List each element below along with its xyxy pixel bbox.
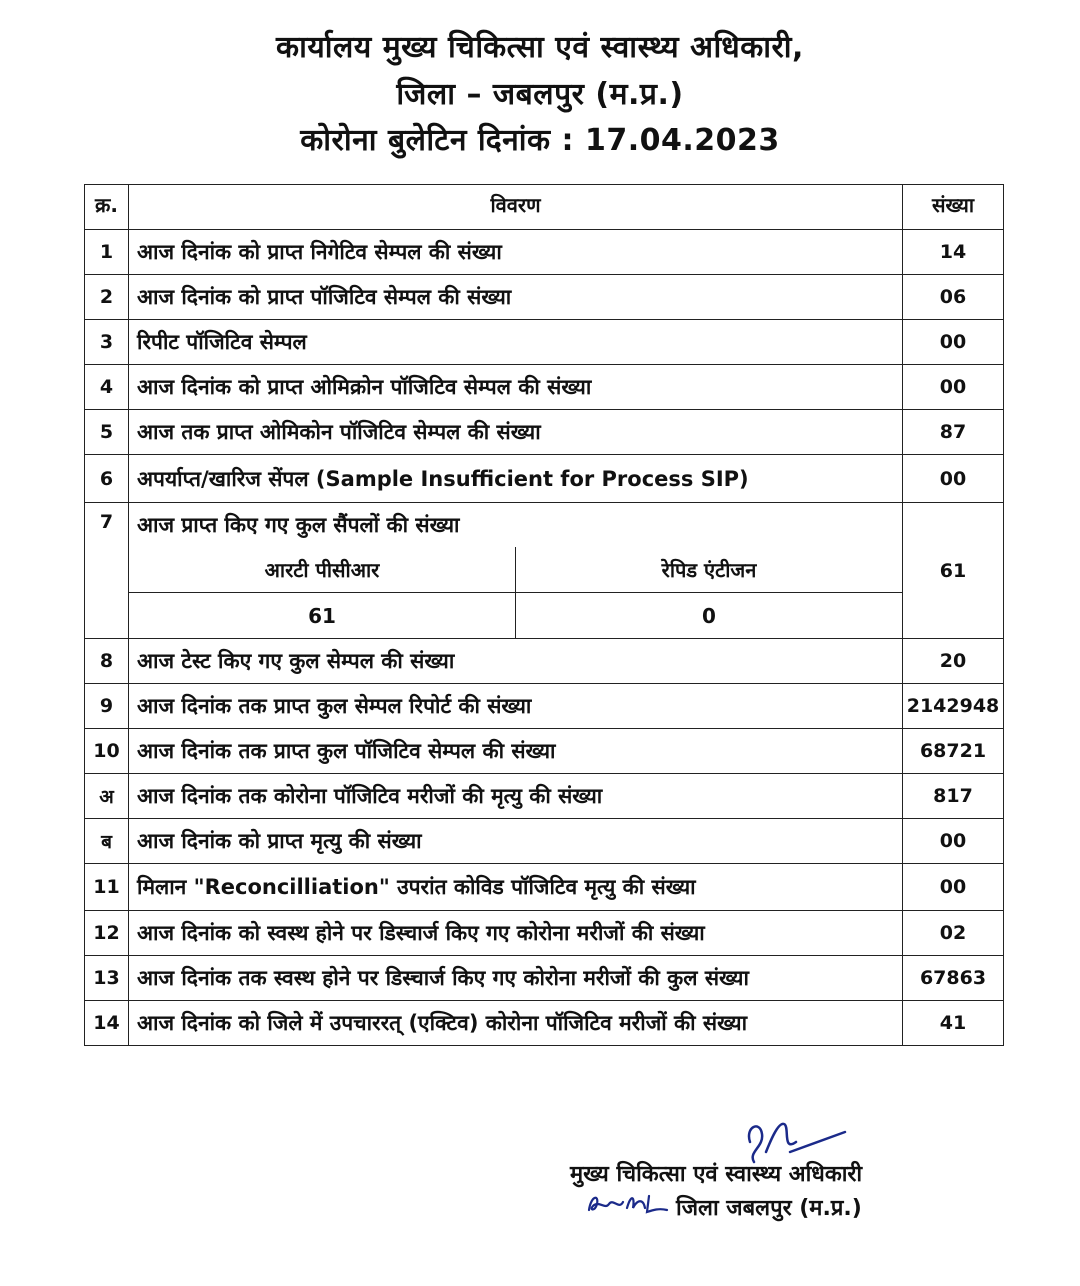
signatory-designation: मुख्य चिकित्सा एवं स्वास्थ्य अधिकारी bbox=[570, 1162, 863, 1187]
row-description-english: "Reconcilliation" bbox=[193, 875, 390, 899]
table-row bbox=[85, 864, 1004, 911]
row-description: आज दिनांक को प्राप्त ओमिक्रोन पॉजिटिव सेम्पल की संख्या bbox=[129, 365, 903, 410]
table-row bbox=[85, 774, 1004, 819]
test-type-breakdown bbox=[129, 547, 902, 638]
row-serial: 7 bbox=[85, 503, 129, 639]
row-serial: 3 bbox=[85, 320, 129, 365]
table-row bbox=[85, 1001, 1004, 1046]
row-count: 2142948 bbox=[903, 684, 1004, 729]
signatory-district: जिला जबलपुर (म.प्र.) bbox=[676, 1196, 862, 1221]
rtpcr-label: आरटी पीसीआर bbox=[129, 547, 516, 593]
row-count: 68721 bbox=[903, 729, 1004, 774]
test-type-header-row bbox=[129, 547, 902, 593]
test-type-value-row bbox=[129, 593, 902, 639]
row-description-english: (Sample Insufficient for Process SIP) bbox=[315, 466, 749, 491]
row-count: 14 bbox=[903, 230, 1004, 275]
row-serial: 13 bbox=[85, 956, 129, 1001]
row-description bbox=[129, 864, 903, 911]
bulletin-date-title: कोरोना बुलेटिन दिनांक : 17.04.2023 bbox=[300, 123, 780, 158]
col-header-serial: क्र. bbox=[85, 185, 129, 230]
office-title: कार्यालय मुख्य चिकित्सा एवं स्वास्थ्य अधिकारी, bbox=[276, 30, 804, 65]
row-serial: 6 bbox=[85, 455, 129, 503]
row-count: 00 bbox=[903, 365, 1004, 410]
table-row bbox=[85, 455, 1004, 503]
row-count: 817 bbox=[903, 774, 1004, 819]
row-description-hindi: अपर्याप्त/खारिज सेंपल bbox=[137, 466, 309, 491]
row-description: आज तक प्राप्त ओमिकोन पॉजिटिव सेम्पल की संख्या bbox=[129, 410, 903, 455]
table-row bbox=[85, 230, 1004, 275]
row-serial: 10 bbox=[85, 729, 129, 774]
table-row bbox=[85, 320, 1004, 365]
row-count: 02 bbox=[903, 911, 1004, 956]
row-serial: 11 bbox=[85, 864, 129, 911]
row-description: आज दिनांक को स्वस्थ होने पर डिस्चार्ज किए गए कोरोना मरीजों की संख्या bbox=[129, 911, 903, 956]
row-count: 41 bbox=[903, 1001, 1004, 1046]
row-serial: 4 bbox=[85, 365, 129, 410]
row-count: 61 bbox=[903, 503, 1004, 639]
row-count: 00 bbox=[903, 320, 1004, 365]
row-description-suffix: उपरांत कोविड पॉजिटिव मृत्यु की संख्या bbox=[397, 875, 696, 899]
table-header-row bbox=[85, 185, 1004, 230]
table-row bbox=[85, 911, 1004, 956]
row-description: आज दिनांक तक स्वस्थ होने पर डिस्चार्ज किए गए कोरोना मरीजों की कुल संख्या bbox=[129, 956, 903, 1001]
rtpcr-value: 61 bbox=[129, 593, 516, 639]
row-serial: 12 bbox=[85, 911, 129, 956]
row-count: 00 bbox=[903, 819, 1004, 864]
row-serial: ब bbox=[85, 819, 129, 864]
row-serial: 9 bbox=[85, 684, 129, 729]
row-serial: 14 bbox=[85, 1001, 129, 1046]
table-row bbox=[85, 365, 1004, 410]
rapid-antigen-label: रेपिड एंटीजन bbox=[516, 547, 903, 593]
table-row bbox=[85, 729, 1004, 774]
row-count: 00 bbox=[903, 455, 1004, 503]
row-count: 20 bbox=[903, 639, 1004, 684]
row-count: 67863 bbox=[903, 956, 1004, 1001]
row-serial: 8 bbox=[85, 639, 129, 684]
rapid-antigen-value: 0 bbox=[516, 593, 903, 639]
row-serial: 5 bbox=[85, 410, 129, 455]
table-row-samples-received bbox=[85, 503, 1004, 639]
row-description: आज दिनांक को प्राप्त मृत्यु की संख्या bbox=[129, 819, 903, 864]
table-row bbox=[85, 639, 1004, 684]
row-serial: 2 bbox=[85, 275, 129, 320]
row-description: आज दिनांक तक कोरोना पॉजिटिव मरीजों की मृत्यु की संख्या bbox=[129, 774, 903, 819]
row-description: आज टेस्ट किए गए कुल सेम्पल की संख्या bbox=[129, 639, 903, 684]
table-row bbox=[85, 819, 1004, 864]
col-header-description: विवरण bbox=[129, 185, 903, 230]
row-description: आज दिनांक तक प्राप्त कुल सेम्पल रिपोर्ट की संख्या bbox=[129, 684, 903, 729]
row-description: आज दिनांक तक प्राप्त कुल पॉजिटिव सेम्पल की संख्या bbox=[129, 729, 903, 774]
table-row bbox=[85, 275, 1004, 320]
row-description: रिपीट पॉजिटिव सेम्पल bbox=[129, 320, 903, 365]
row-description: आज दिनांक को प्राप्त निगेटिव सेम्पल की संख्या bbox=[129, 230, 903, 275]
row-description: आज दिनांक को प्राप्त पॉजिटिव सेम्पल की संख्या bbox=[129, 275, 903, 320]
table-row bbox=[85, 684, 1004, 729]
bulletin-table bbox=[84, 184, 1004, 1046]
row-serial: अ bbox=[85, 774, 129, 819]
row-serial: 1 bbox=[85, 230, 129, 275]
row-description: आज प्राप्त किए गए कुल सैंपलों की संख्या bbox=[137, 513, 460, 537]
row-count: 87 bbox=[903, 410, 1004, 455]
row-description-prefix: मिलान bbox=[137, 875, 187, 899]
initials-scribble-icon bbox=[585, 1188, 670, 1218]
row-count: 06 bbox=[903, 275, 1004, 320]
district-title: जिला – जबलपुर (म.प्र.) bbox=[396, 77, 684, 112]
row-description: आज दिनांक को जिले में उपचाररत् (एक्टिव) कोरोना पॉजिटिव मरीजों की संख्या bbox=[129, 1001, 903, 1046]
row-description-block bbox=[129, 503, 903, 639]
table-row bbox=[85, 410, 1004, 455]
table-row bbox=[85, 956, 1004, 1001]
row-count: 00 bbox=[903, 864, 1004, 911]
col-header-count: संख्या bbox=[903, 185, 1004, 230]
row-description bbox=[129, 455, 903, 503]
